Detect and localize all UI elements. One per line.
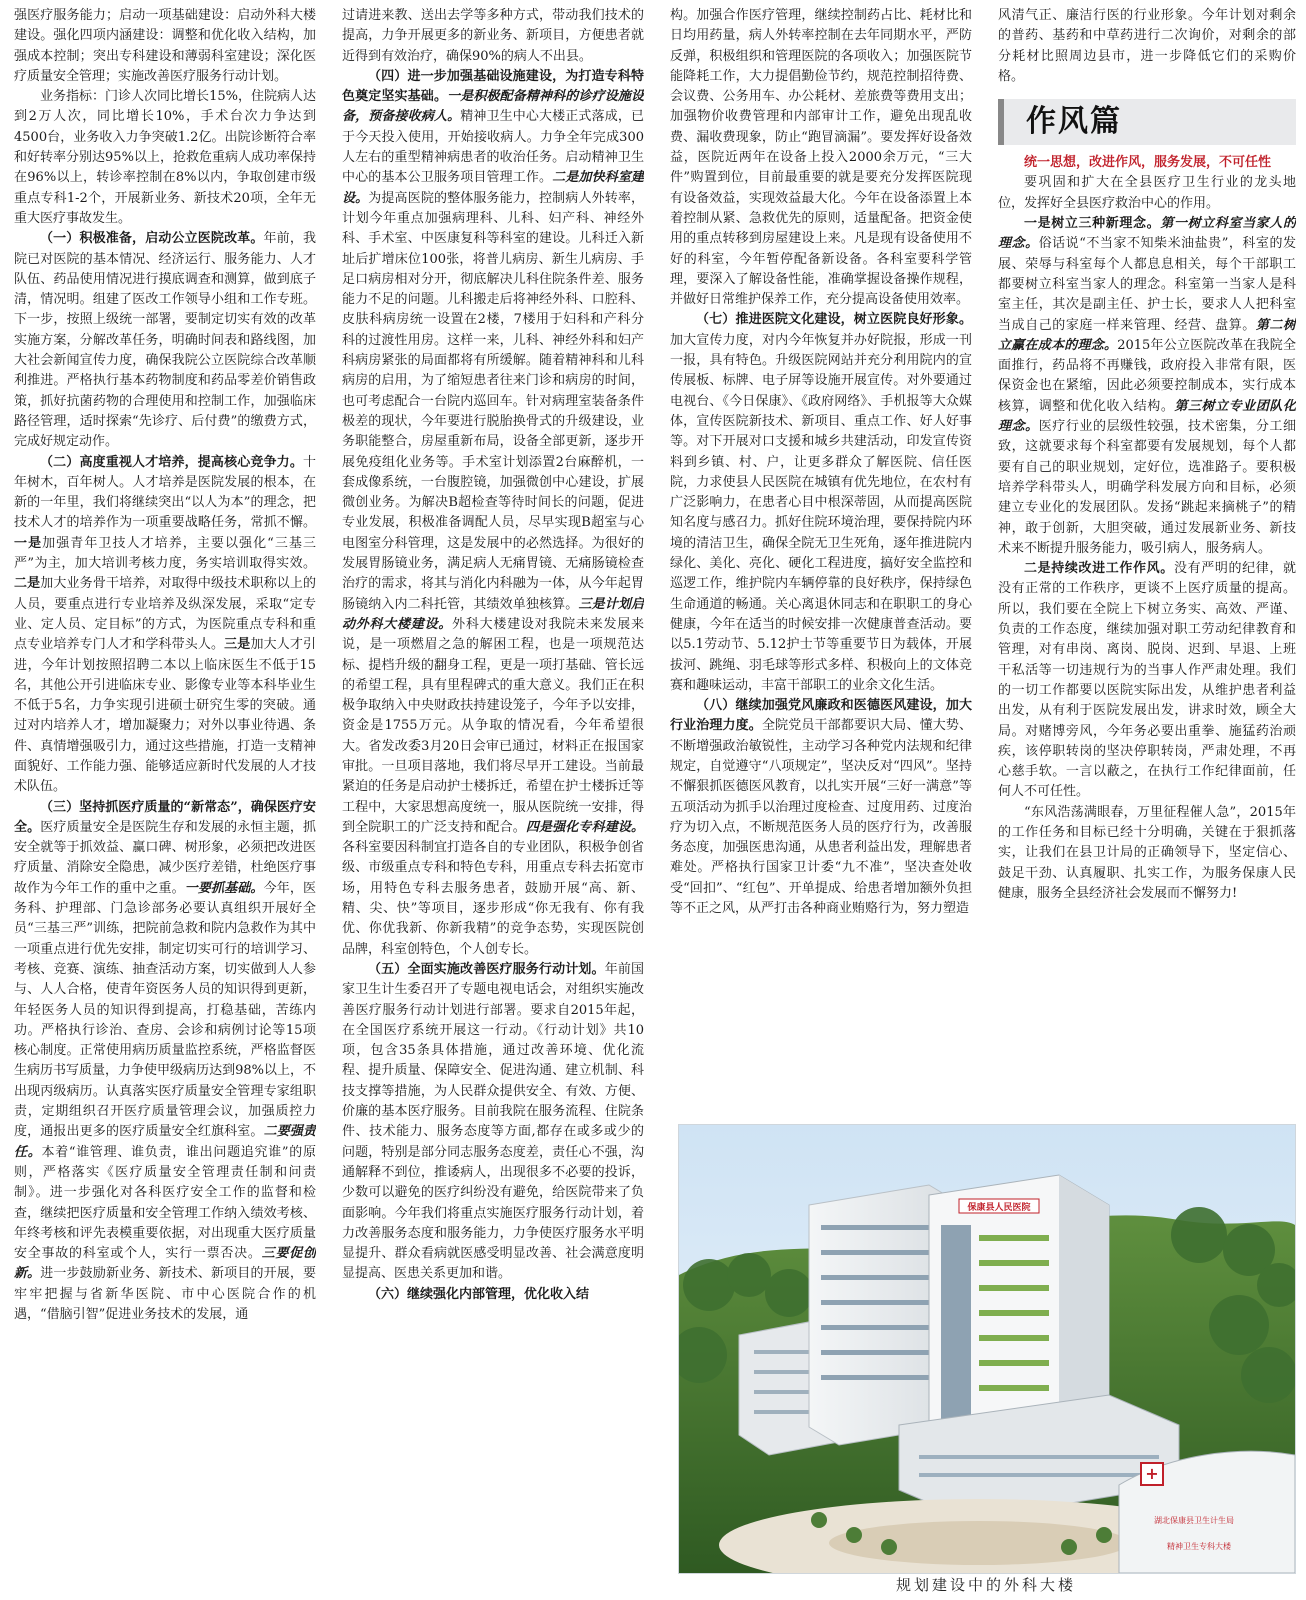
section-heading: （一）积极准备，启动公立医院改革。	[40, 231, 264, 247]
section-3: （三）坚持抓医疗质量的“新常态”，确保医疗安全。医疗质量安全是医院生存和发展的永恒主题，抓安全就等于抓效益、赢口碑、树形象，必须把改进医疗质量、消除安全隐患，减少医疗差错，杜绝医疗事故作为今年工作的重中之重。一要抓基础。今年，医务科、护理部、门急诊部务必要认真组织开展好全员“三基三严”训练，把院前急救和院内急救作为其中一项重点进行优先安排，制定切实可行的培训学习、考核、竞赛、演练、抽查活动方案，切实做到人人参与、人人合格，使青年资医务人员的知识得到更新，年轻医务人员的知识得到提高，打稳基础，苦练内功。严格执行诊治、查房、会诊和病例讨论等15项核心制度。正常使用病历质量监控系统，严格监督医生病历书写质量，力争使甲级病历达到98%以上，不出现丙级病历。认真落实医疗质量安全管理专家组职责，定期组织召开医疗质量管理会议，加强质控力度，通报出更多的医疗质量安全红旗科室。二要强责任。本着“谁管理、谁负责，谁出问题追究谁”的原则，严格落实《医疗质量安全管理责任制和问责制》。进一步强化对各科医疗安全工作的监督和检查，继续把医疗质量和安全管理工作纳入绩效考核、年终考核和评先表模重要依据，对出现重大医疗质量安全事故的科室或个人，实行一票否决。三要促创新。进一步鼓励新业务、新技术、新项目的开展，要牢牢把握与省新华医院、市中心医院合作的机遇，“借脑引智”促进业务技术的发展，通	[14, 799, 316, 1322]
section-heading: （六）继续强化内部管理，优化收入结	[368, 1286, 590, 1302]
lower-sign-text-2: 精神卫生专科大楼	[1167, 1542, 1231, 1551]
article-column-2	[342, 6, 644, 1598]
section-4: （四）进一步加强基础设施建设，为打造专科特色奠定坚实基础。一是积极配备精神科的诊疗设施设备，预备接收病人。精神卫生中心大楼正式落成，已于今天投入使用，开始接收病人。力争全年完成300人左右的重型精神病患者的收治任务。启动精神卫生中心的基本公卫服务项目管理工作。二是加快科室建设。为提高医院的整体服务能力，控制病人外转率，计划今年重点加强病理科、儿科、妇产科、神经外科、手术室、中医康复科等科室的建设。儿科迁入新址后扩增床位100张，将普儿病房、新生儿病房、手足口病房相对分开，彻底解决儿科住院条件差、服务能力不足的问题。儿科搬走后将神经外科、口腔科、皮肤科病房统一设置在2楼，7楼用于妇科和产科分科的过渡性用房。这样一来，儿科、神经外科和妇产科病房紧张的局面都将有所缓解。随着精神科和儿科病房的启用，为了缩短患者往来门诊和病房的时间，也可考虑配合一台院内巡回车。针对病理室装备条件极差的现状，今年要进行脱胎换骨式的升级建设，业务职能整合，房屋重新布局，设备全部更新，逐步开展免疫组化业务等。手术室计划添置2台麻醉机，一套成像系统，一台腹腔镜，加强微创中心建设，扩展微创业务。为解决B超检查等待时间长的问题，促进专业发展，积极准备调配人员，尽早实现B超室与心电图室分科管理，这是发展中的必然选择。为很好的发展胃肠镜业务，满足病人无痛胃镜、无痛肠镜检查治疗的需求，将其与消化内科融为一体，从今年起胃肠镜纳入内二科托管，其绩效单独核算。三是计划启动外科大楼建设。外科大楼建设对我院未来发展来说，是一项燃眉之急的解困工程，也是一项规范达标、提档升级的翻身工程，更是一项打基础、管长远的希望工程，具有里程碑式的重大意义。我们正在积极争取纳入中央财政扶持建设笼子，今年予以安排，资金是1755万元。从争取的情况看，今年希望很大。省发改委3月20日会审已通过，材料正在报国家审批。一旦项目落地，我们将尽早开工建设。当前最紧迫的任务是启动护士楼拆迁，希望在护士楼拆迁等工程中，大家思想高度统一，服从医院统一安排，得到全院职工的广泛支持和配合。四是强化专科建设。各科室要因科制宜打造各自的专业团队，积极争创省级、市级重点专科和特色专科，用重点专科去拓宽市场，用特色专科去服务患者，鼓励开展“高、新、精、尖、快”等项目，逐步形成“你无我有、你有我优、你优我新、你新我精”的竞争态势，实现医院创品牌，科室创特色，个人创专长。	[342, 68, 644, 957]
building-sign-text: 保康县人民医院	[967, 1203, 1031, 1213]
section-title: 作风篇	[1026, 104, 1122, 140]
section-heading: （四）进一步加强基础设施建设，为打造专科特色奠定坚实基础。	[342, 68, 644, 105]
section-6	[342, 1285, 644, 1305]
paragraph: 构。加强合作医疗管理，继续控制药占比、耗材比和日均用药量，病人外转率控制在去年同期水平，严防反弹，积极组织和管理医院的各项收入；加强医院节能降耗工作，大力提倡勤俭节约，规范控制招待费、会议费、公务用车、办公耗材、差旅费等费用支出；加强物价收费管理和内部审计工作，避免出现乱收费、漏收费现象，防止“跑冒滴漏”。要发挥好设备效益，医院近两年在设备上投入2000余万元，“三大件”购置到位，目前最重要的就是要充分发挥医院现有设备效益，实现效益最大化。今年在设备添置上本着控制从紧、急救优先的原则，适量配备。把资金使用的重点转移到房屋建设上来。凡是现有设备使用不好的科室，今年暂停配备新设备。各科室要科学管理，要深入了解设备性能，准确掌握设备操作规程，并做好日常维护保养工作，充分提高设备使用效率。	[670, 8, 972, 308]
section-8: （八）继续加强党风廉政和医德医风建设，加大行业治理力度。全院党员干部都要识大局、懂大势、不断增强政治敏锐性，主动学习各种党内法规和纪律规定，自觉遵守“八项规定”，坚决反对“四风”。坚持不懈狠抓医德医风教育，以扎实开展“三好一满意”等五项活动为抓手以治理过度检查、过度用药、过度治疗为切入点，不断规范医务人员的医疗行为，改善服务态度，加强医患沟通，从患者利益出发，理解患者难处。严格执行国家卫计委“九不准”，坚决查处收受“回扣”、“红包”、开单提成、给患者增加额外负担等不正之风，从严打击各种商业贿赂行为，努力塑造	[670, 698, 972, 917]
section-heading: （八）继续加强党风廉政和医德医风建设，加大行业治理力度。	[670, 698, 972, 734]
paragraph: 要巩固和扩大在全县医疗卫生行业的龙头地位，发挥好全县医疗救治中心的作用。	[998, 175, 1296, 211]
section-subtitle: 统一思想，改进作风，服务发展，不可任性	[1024, 155, 1272, 171]
article-column-1	[14, 6, 316, 1598]
section-heading: （三）坚持抓医疗质量的“新常态”，确保医疗安全。	[14, 799, 316, 835]
paragraph: 二是持续改进工作作风。没有严明的纪律，就没有正常的工作秩序，更谈不上医疗质量的提高。所以，我们要在全院上下树立务实、高效、严谨、负责的工作态度，继续加强对职工劳动纪律教育和管理，对有串岗、离岗、脱岗、迟到、早退、上班干私活等一切违规行为的当事人作严肃处理。我们的一切工作都要以医院实际出发，从维护患者利益出发，从有利于医院发展出发，讲求时效，顾全大局。对赌博旁风，今年务必要出重拳、施猛药治顽疾，该停职转岗的坚决停职转岗，严肃处理，不再心慈手软。一言以蔽之，在执行工作纪律面前，任何人不可任性。	[998, 561, 1296, 800]
section-5: （五）全面实施改善医疗服务行动计划。年前国家卫生计生委召开了专题电视电话会，对组织实施改善医疗服务行动计划进行部署。要求自2015年起，在全国医疗系统开展这一行动。《行动计划》共10项，包含35条具体措施，通过改善环境、优化流程、提升质量、保障安全、促进沟通、建立机制、科技支撑等措施，为人民群众提供安全、有效、方便、价廉的基本医疗服务。目前我院在服务流程、住院条件、技术能力、服务态度等方面,都存在或多或少的问题，特别是部分同志服务态度差，责任心不强，沟通解释不到位，推诿病人，出现很多不必要的投诉，少数可以避免的医疗纠纷没有避免，给医院带来了负面影响。今年我们将重点实施医疗服务行动计划，着力改善服务态度和服务能力，力争使医疗服务水平明显提升、群众看病就医感受明显改善、社会满意度明显提高、医患关系更加和谐。	[342, 961, 644, 1282]
section-heading: （二）高度重视人才培养，提高核心竞争力。	[40, 454, 303, 470]
paragraph: 一是树立三种新理念。第一树立科室当家人的理念。俗话说“不当家不知柴米油盐贵”，科室的发展、荣辱与科室每个人都息息相关，每个干部职工都要树立科室当家人的理念。科室第一当家人是科室主任，其次是副主任、护士长，要求人人把科室当成自己的家庭一样来管理、经营、盘算。第二树立赢在成本的理念。2015年公立医院改革在我院全面推行，药品将不再赚钱，政府投入非常有限，医保资金也在紧缩，因此必须要控制成本，实行成本核算，调整和优化收入结构。第三树立专业团队化理念。医疗行业的层级性较强，技术密集，分工细致，这就要求每个科室都要有发展规划，每个人都要有自己的职业规划，定好位，选准路子。要积极培养学科带头人，明确学科发展方向和目标，必须建立专业化的发展团队。发扬“跳起来摘桃子”的精神，敢于创新，大胆突破，通过发展新业务、新技术来不断提升服务能力，吸引病人，服务病人。	[998, 216, 1296, 556]
paragraph: 过请进来教、送出去学等多种方式，带动我们技术的提高，力争开展更多的新业务、新项目，方便患者就近得到有效治疗，确保90%的病人不出县。	[342, 8, 644, 64]
section-heading: （五）全面实施改善医疗服务行动计划。	[368, 961, 605, 977]
building-illustration	[679, 1125, 1295, 1573]
paragraph: 风清气正、廉洁行医的行业形象。今年计划对剩余的普药、基药和中草药进行二次询价，对剩余的部分耗材比照周边县市，进一步降低它们的采购价格。	[998, 8, 1296, 84]
section-7: （七）推进医院文化建设，树立医院良好形象。加大宣传力度，对内今年恢复并办好院报，形成一刊一报，具有特色。升级医院网站并充分利用院内的宣传展板、标牌、电子屏等设施开展宣传。对外要通过电视台、《今日保康》、《政府网络》、手机报等大众媒体，宣传医院新技术、新项目、重点工作、好人好事等。对下开展对口支援和城乡共建活动，印发宣传资料到乡镇、村、户，让更多群众了解医院、信任医院，力求使县人民医院在城镇有优先地位，在农村有广泛影响力，在患者心目中根深蒂固，从而提高医院知名度与感召力。抓好住院环境治理，要保持院内环境的清洁卫生，确保全院无卫生死角，逐年推进院内绿化、美化、亮化、硬化工程进度，搞好安全监控和巡逻工作，维护院内车辆停靠的良好秩序，保持绿色生命通道的畅通。关心离退休同志和在职职工的身心健康，今年在适当的时候安排一次健康普查活动。要以5.1劳动节、5.12护士节等重要节日为载体，开展拔河、跳绳、羽毛球等形式多样、积极向上的文体竞赛和趣味运动，丰富干部职工的业余文化生活。	[670, 312, 972, 693]
article-column-4	[998, 6, 1296, 1122]
article-column-3	[670, 6, 972, 1122]
lower-sign-text-1: 湖北保康县卫生计生局	[1154, 1516, 1234, 1525]
section-title-box	[998, 99, 1296, 145]
paragraph: “东风浩荡满眼春，万里征程催人急”，2015年的工作任务和目标已经十分明确，关键在于狠抓落实，让我们在县卫计局的正确领导下，坚定信心、鼓足干劲、认真履职、扎实工作，为服务保康人民健康，服务全县经济社会发展而不懈努力!	[998, 804, 1296, 901]
image-caption: 规划建设中的外科大楼	[895, 1576, 1076, 1594]
paragraph: 强医疗服务能力；启动一项基础建设：启动外科大楼建设。强化四项内涵建设：调整和优化收入结构，加强成本控制；突出专科建设和薄弱科室建设；深化医疗质量安全管理；实施改善医疗服务行动计划。	[14, 8, 316, 84]
building-rendering-image	[678, 1124, 1296, 1574]
section-2: （二）高度重视人才培养，提高核心竞争力。十年树木，百年树人。人才培养是医院发展的根本，在新的一年里，我们将继续突出“以人为本”的理念，把技术人才的培养作为一项重要战略任务，常抓不懈。一是加强青年卫技人才培养，主要以强化“三基三严”为主，加大培训考核力度，务实培训取得实效。二是加大业务骨干培养，对取得中级技术职称以上的人员，要重点进行专业培养及纵深发展，采取“定专业、定人员、定目标”的方式，为医院重点专科和重点专业培养专门人才和学科带头人。三是加大人才引进，今年计划按照招聘二本以上临床医生不低于15名，其他公开引进临床专业、影像专业等本科毕业生不低于5名，力争实现引进硕士研究生零的突破。通过对内培养人才，增加凝聚力；对外以事业待遇、条件、真情增强吸引力，通过这些措施，打造一支精神面貌好、工作能力强、能够适应新时代发展的人才技术队伍。	[14, 454, 316, 795]
paragraph: 业务指标：门诊人次同比增长15%，住院病人达到2万人次，同比增长10%，手术台次力争达到4500台，业务收入力争突破1.2亿。出院诊断符合率和好转率分别达95%以上，抢救危重病人成功率保持在96%以上，转诊率控制在8%以内，争取创建市级重点专科1-2个，开展新业务、新技术20项，全年无重大医疗事故发生。	[14, 89, 316, 226]
section-1	[14, 229, 316, 452]
red-cross-icon: +	[1145, 1464, 1159, 1483]
section-body: 年前，我院已对医院的基本情况、经济运行、服务能力、人才队伍、药品使用情况进行摸底调查和测算，做到底子清，情况明。组建了医改工作领导小组和工作专班。下一步，按照上级统一部署，要制定切实有效的改革实施方案，分解改革任务，明确时间表和路线图，加大社会新闻宣传力度，确保我院公立医院综合改革顺利推进。严格执行基本药物制度和药品零差价销售政策，抓好抗菌药物的合理使用和控制工作，加强临床路径管理，适时探索“先诊疗、后付费”的缴费方式，完成好规定动作。	[14, 231, 316, 450]
section-heading: （七）推进医院文化建设，树立医院良好形象。	[696, 312, 972, 328]
